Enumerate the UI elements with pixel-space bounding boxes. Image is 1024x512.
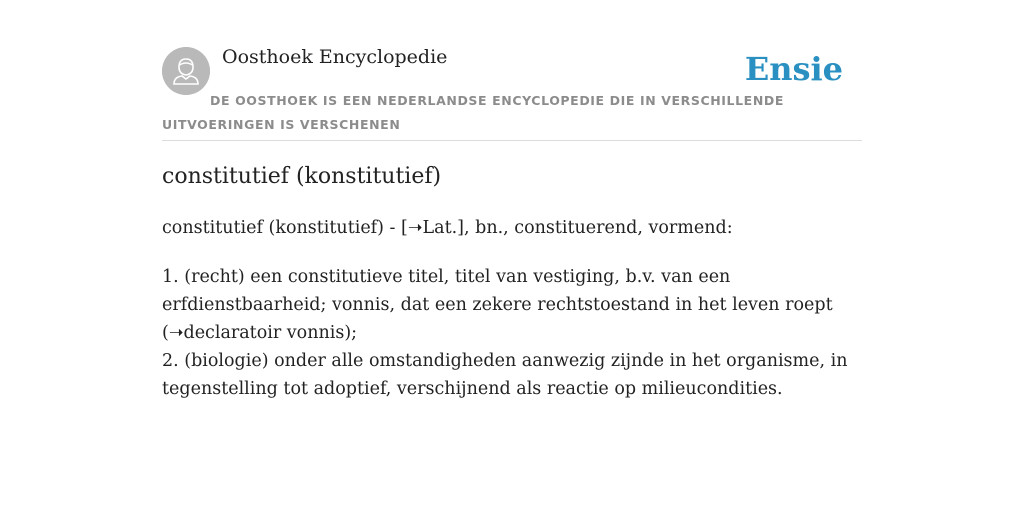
page	[162, 0, 862, 399]
source-header	[162, 0, 862, 141]
source-title[interactable]: Oosthoek Encyclopedie	[222, 46, 448, 68]
definition-lead: constitutief (konstitutief) - [➝Lat.], bn., constituerend, vormend:	[162, 218, 733, 238]
source-subtitle: DE OOSTHOEK IS EEN NEDERLANDSE ENCYCLOPEDIE DIE IN VERSCHILLENDE UITVOERINGEN IS VERSCHENEN	[162, 93, 784, 132]
brand-logo[interactable]: Ensie	[744, 50, 843, 88]
definition-sense: 1. (recht) een constitutieve titel, titel van vestiging, b.v. van een erfdienstbaarheid; vonnis, dat een zekere rechtstoestand in het leven roept (➝declaratoir vonnis);	[162, 267, 833, 343]
entry-title: constitutief (konstitutief)	[162, 164, 442, 189]
source-avatar[interactable]	[162, 47, 210, 95]
definition-sense: 2. (biologie) onder alle omstandigheden aanwezig zijnde in het organisme, in tegenstelling tot adoptief, verschijnend als reactie op milieucondities.	[162, 351, 848, 399]
definition-body	[162, 263, 862, 403]
user-silhouette-icon	[162, 47, 210, 95]
